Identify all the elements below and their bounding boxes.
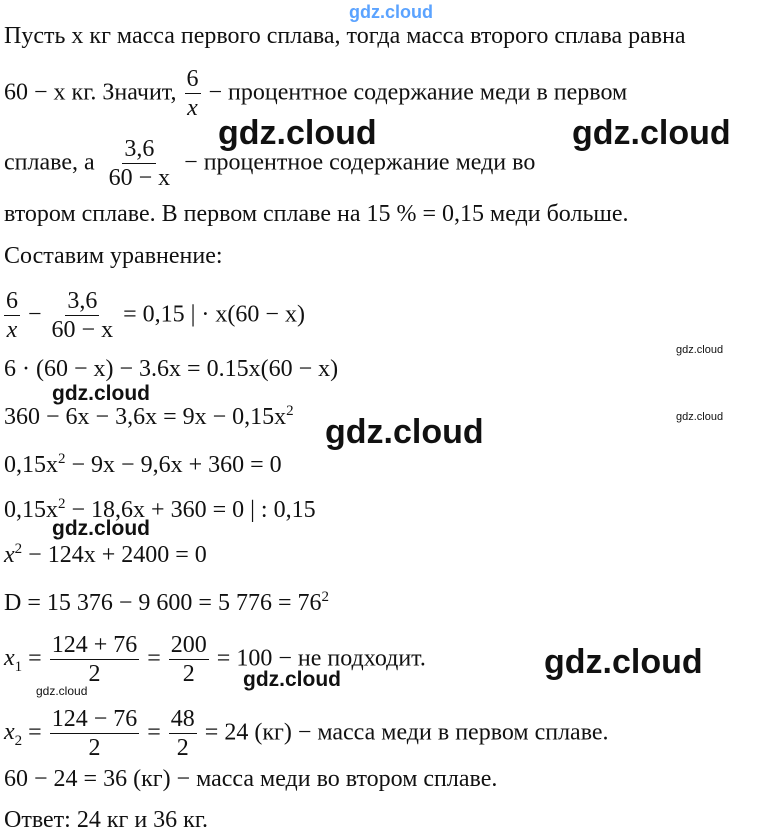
fraction-denominator: 2 xyxy=(88,735,101,762)
text-line-4: втором сплаве. В первом сплаве на 15 % = 0,15 меди больше. xyxy=(4,201,629,227)
fraction-denominator: 60 − x xyxy=(51,317,114,344)
fraction-numerator: 6 xyxy=(185,66,201,94)
equation-4-start: 0,15x xyxy=(4,452,58,478)
watermark: gdz.cloud xyxy=(36,684,88,698)
fraction-numerator: 3,6 xyxy=(65,288,99,316)
equals-sign: = xyxy=(147,719,161,746)
equals-sign: = xyxy=(28,645,42,672)
watermark: gdz.cloud xyxy=(676,411,724,423)
variable-x1: $x_1$ xyxy=(4,645,23,676)
equals-sign: = xyxy=(28,719,42,746)
fraction-6-over-x xyxy=(4,288,20,344)
watermark: gdz.cloud xyxy=(325,413,484,451)
text-line-1: Пусть x кг масса первого сплава, тогда масса второго сплава равна xyxy=(4,23,686,49)
fraction-numerator: 3,6 xyxy=(122,136,156,164)
watermark: gdz.cloud xyxy=(243,668,341,691)
equation-5-start: 0,15x xyxy=(4,497,58,523)
equation-8-rest: = 100 − не подходит. xyxy=(216,645,426,672)
equation-4-end: − 9x − 9,6x + 360 = 0 xyxy=(71,452,282,478)
exponent: 2 xyxy=(58,496,66,512)
equation-1-rest: = 0,15 | · x(60 − x) xyxy=(123,301,305,328)
equation-1 xyxy=(4,288,305,344)
equation-6-end: − 124x + 2400 = 0 xyxy=(28,542,207,568)
fraction-3-6-over-60-minus-x xyxy=(107,136,173,192)
equation-2: 6 · (60 − x) − 3.6x = 0.15x(60 − x) xyxy=(4,356,339,382)
text-line-3-start: сплаве, а xyxy=(4,149,95,176)
variable-x2: $x_2$ xyxy=(4,719,23,750)
equation-7-main: D = 15 376 − 9 600 = 5 776 = 76 xyxy=(4,590,322,616)
fraction-3-6-over-60-minus-x xyxy=(50,288,116,344)
text-line-2-start: 60 − x кг. Значит, xyxy=(4,79,177,106)
fraction-numerator: 124 + 76 xyxy=(50,632,140,660)
watermark: gdz.cloud xyxy=(676,344,724,356)
equation-3 xyxy=(4,404,294,429)
exponent: 2 xyxy=(286,403,294,419)
exponent: 2 xyxy=(58,451,66,467)
equation-7 xyxy=(4,590,329,615)
watermark: gdz.cloud xyxy=(544,643,703,681)
equation-9-rest: = 24 (кг) − масса меди в первом сплаве. xyxy=(204,719,609,746)
equation-6-start: x xyxy=(4,542,15,568)
exponent: 2 xyxy=(321,589,329,605)
fraction-124-plus-76-over-2 xyxy=(50,632,140,688)
text-line-2-end: − процентное содержание меди в первом xyxy=(208,79,628,106)
equation-4 xyxy=(4,452,282,477)
minus-sign: − xyxy=(28,301,42,328)
watermark: gdz.cloud xyxy=(52,517,150,540)
exponent: 2 xyxy=(14,541,23,557)
equation-9 xyxy=(4,706,609,762)
text-line-5: Составим уравнение: xyxy=(4,243,223,269)
equation-10: 60 − 24 = 36 (кг) − масса меди во втором сплаве. xyxy=(4,766,498,792)
fraction-numerator: 124 − 76 xyxy=(50,706,140,734)
equation-5-end: − 18,6x + 360 = 0 | : 0,15 xyxy=(71,497,316,523)
watermark: gdz.cloud xyxy=(52,382,150,405)
answer-line: Ответ: 24 кг и 36 кг. xyxy=(4,807,208,833)
equals-sign: = xyxy=(147,645,161,672)
fraction-124-minus-76-over-2 xyxy=(50,706,140,762)
equation-5 xyxy=(4,497,316,522)
fraction-numerator: 6 xyxy=(4,288,20,316)
watermark: gdz.cloud xyxy=(572,114,731,152)
fraction-numerator: 48 xyxy=(169,706,197,734)
equation-6 xyxy=(4,542,207,567)
equation-3-main: 360 − 6x − 3,6x = 9x − 0,15x xyxy=(4,404,287,430)
fraction-6-over-x xyxy=(185,66,201,122)
text-line-3-end: − процентное содержание меди во xyxy=(184,149,536,176)
watermark: gdz.cloud xyxy=(218,114,377,152)
watermark-top: gdz.cloud xyxy=(349,2,433,22)
fraction-denominator: x xyxy=(187,95,198,122)
fraction-200-over-2 xyxy=(169,632,209,688)
equation-8 xyxy=(4,632,426,688)
fraction-numerator: 200 xyxy=(169,632,209,660)
fraction-denominator: 2 xyxy=(88,661,101,688)
fraction-denominator: 60 − x xyxy=(108,165,171,192)
fraction-denominator: 2 xyxy=(182,661,195,688)
fraction-denominator: 2 xyxy=(176,735,189,762)
fraction-48-over-2 xyxy=(169,706,197,762)
fraction-denominator: x xyxy=(6,317,18,344)
